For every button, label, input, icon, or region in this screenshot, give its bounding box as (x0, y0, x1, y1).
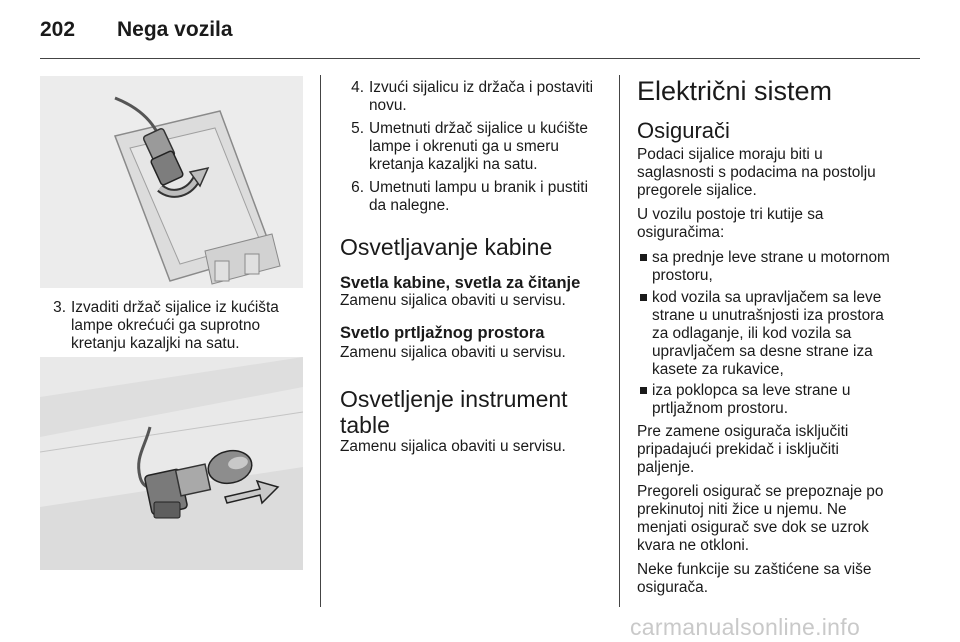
instrument-lighting-text: Zamenu sijalica obaviti u servisu. (340, 438, 566, 455)
text-line: prekinutoj niti žice u njemu. Ne (637, 501, 847, 518)
step-line: Izvaditi držač sijalice iz kućišta (71, 299, 279, 316)
step-line: novu. (369, 97, 407, 114)
text-line: osigurača. (637, 579, 709, 596)
step-line: Umetnuti lampu u branik i pustiti (369, 179, 588, 196)
text-line: kod vozila sa upravljačem sa leve (652, 289, 882, 306)
text-line: osiguračima: (637, 224, 725, 241)
text-line: saglasnosti s podacima na postolju (637, 164, 876, 181)
subsection-title-fuses: Osigurači (637, 118, 730, 143)
bulb-extraction-illustration (40, 357, 303, 570)
watermark: carmanualsonline.info (630, 614, 861, 640)
bullet-icon (640, 254, 647, 261)
cabin-lights-text: Zamenu sijalica obaviti u servisu. (340, 292, 566, 309)
list-item-text (652, 249, 924, 285)
column-divider-1 (320, 75, 321, 607)
text-line: Neke funkcije su zaštićene sa više (637, 561, 872, 578)
paragraph-multiple-fuses (637, 561, 922, 597)
step-line: lampe okrećući ga suprotno (71, 317, 261, 334)
section-title-electrical-system: Električni sistem (637, 76, 833, 106)
text-line: U vozilu postoje tri kutije sa (637, 206, 824, 223)
step-text (71, 299, 279, 353)
chapter-title: Nega vozila (117, 18, 233, 41)
figure-bulb-extraction (40, 357, 303, 570)
text-line: paljenje. (637, 459, 695, 476)
step-line: da nalegne. (369, 197, 450, 214)
luggage-light-text: Zamenu sijalica obaviti u servisu. (340, 344, 566, 361)
text-line: za odlaganje, ili kod vozila sa (652, 325, 852, 342)
step-text (369, 120, 588, 174)
step-text (369, 79, 593, 115)
paragraph-fuse-boxes (637, 206, 922, 242)
step-line: kretanju kazaljki na satu. (71, 335, 240, 352)
list-item-text (652, 382, 924, 418)
text-line: Pre zamene osigurača isključiti (637, 423, 849, 440)
step-line: kretanja kazaljki na satu. (369, 156, 538, 173)
text-line: Podaci sijalice moraju biti u (637, 146, 823, 163)
header-rule (40, 58, 920, 59)
bullet-icon (640, 387, 647, 394)
text-line: Pregoreli osigurač se prepoznaje po (637, 483, 884, 500)
column-divider-2 (619, 75, 620, 607)
step-number: 6. (351, 179, 364, 196)
step-number: 4. (351, 79, 364, 96)
section-title-interior-lighting: Osvetljavanje kabine (340, 234, 553, 260)
step-line: lampe i okrenuti ga u smeru (369, 138, 559, 155)
text-line: sa prednje leve strane u motornom (652, 249, 890, 266)
paragraph-blown-fuse (637, 483, 922, 555)
text-line: kasete za rukavice, (652, 361, 784, 378)
text-line: upravljačem sa desne strane iza (652, 343, 873, 360)
bulb-holder-illustration (40, 76, 303, 288)
text-line: prtljažnom prostoru. (652, 400, 789, 417)
section-title-line: table (340, 412, 390, 438)
figure-bulb-holder-removal (40, 76, 303, 288)
subsection-title-luggage-light: Svetlo prtljažnog prostora (340, 324, 545, 342)
text-line: prostoru, (652, 267, 713, 284)
text-line: pripadajući prekidač i isključiti (637, 441, 839, 458)
step-number: 3. (53, 299, 66, 316)
section-title-instrument-lighting (340, 386, 568, 438)
text-line: menjati osigurač sve dok se uzrok (637, 519, 869, 536)
text-line: pregorele sijalice. (637, 182, 757, 199)
section-title-line: Osvetljenje instrument (340, 386, 568, 412)
list-item-text (652, 289, 924, 379)
step-text (369, 179, 588, 215)
paragraph-switch-off (637, 423, 922, 477)
step-line: Umetnuti držač sijalice u kućište (369, 120, 588, 137)
text-line: kvara ne otkloni. (637, 537, 750, 554)
step-line: Izvući sijalicu iz držača i postaviti (369, 79, 594, 96)
bullet-icon (640, 294, 647, 301)
text-line: iza poklopca sa leve strane u (652, 382, 851, 399)
text-line: strane u unutrašnjosti iza prostora (652, 307, 884, 324)
step-number: 5. (351, 120, 364, 137)
paragraph-bulb-data (637, 146, 922, 200)
page-number: 202 (40, 18, 76, 41)
subsection-title-cabin-lights: Svetla kabine, svetla za čitanje (340, 274, 581, 292)
